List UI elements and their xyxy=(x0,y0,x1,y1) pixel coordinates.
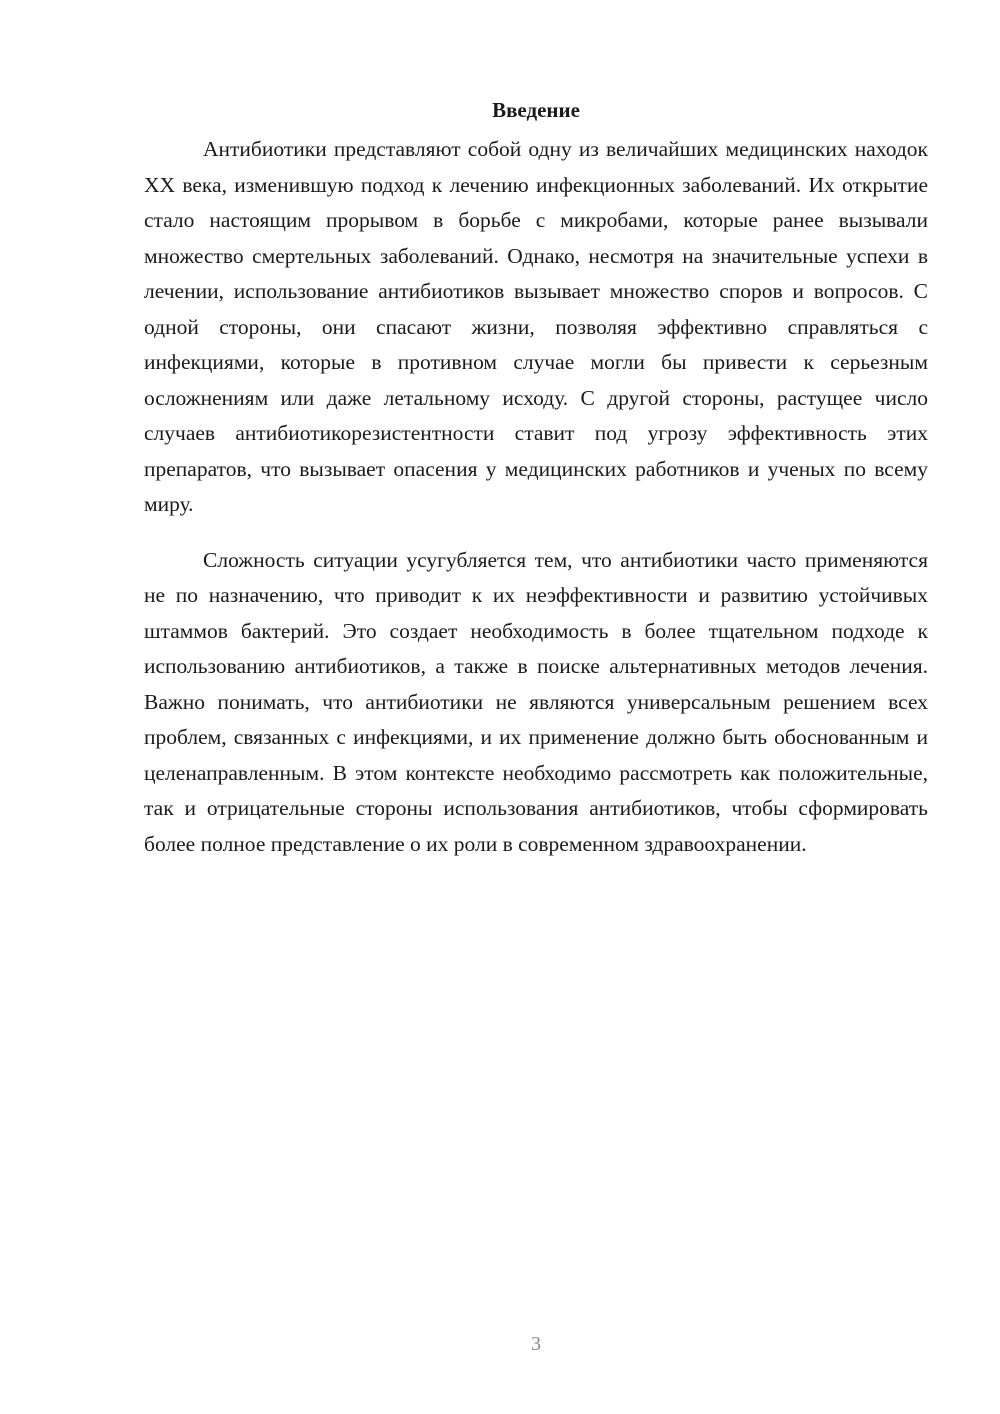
paragraph-1: Антибиотики представляют собой одну из величайших медицинских находок XX века, изменившую подход к лечению инфекционных заболеваний. Их открытие стало настоящим прорывом в борьбе с микробами, которые ранее вызывали множество смертельных заболеваний. Однако, несмотря на значительные успехи в лечении, использование антибиотиков вызывает множество споров и вопросов. С одной стороны, они спасают жизни, позволяя эффективно справляться с инфекциями, которые в противном случае могли бы привести к серьезным осложнениям или даже летальному исходу. С другой стороны, растущее число случаев антибиотикорезистентности ставит под угрозу эффективность этих препаратов, что вызывает опасения у медицинских работников и ученых по всему миру. xyxy=(144,137,928,516)
section-heading: Введение xyxy=(492,98,580,122)
paragraph-2: Сложность ситуации усугубляется тем, что антибиотики часто применяются не по назначению, что приводит к их неэффективности и развитию устойчивых штаммов бактерий. Это создает необходимость в более тщательном подходе к использованию антибиотиков, а также в поиске альтернативных методов лечения. Важно понимать, что антибиотики не являются универсальным решением всех проблем, связанных с инфекциями, и их применение должно быть обоснованным и целенаправленным. В этом контексте необходимо рассмотреть как положительные, так и отрицательные стороны использования антибиотиков, чтобы сформировать более полное представление о их роли в современном здравоохранении. xyxy=(144,547,928,856)
page-content xyxy=(144,92,928,862)
page-number: 3 xyxy=(531,1333,541,1355)
